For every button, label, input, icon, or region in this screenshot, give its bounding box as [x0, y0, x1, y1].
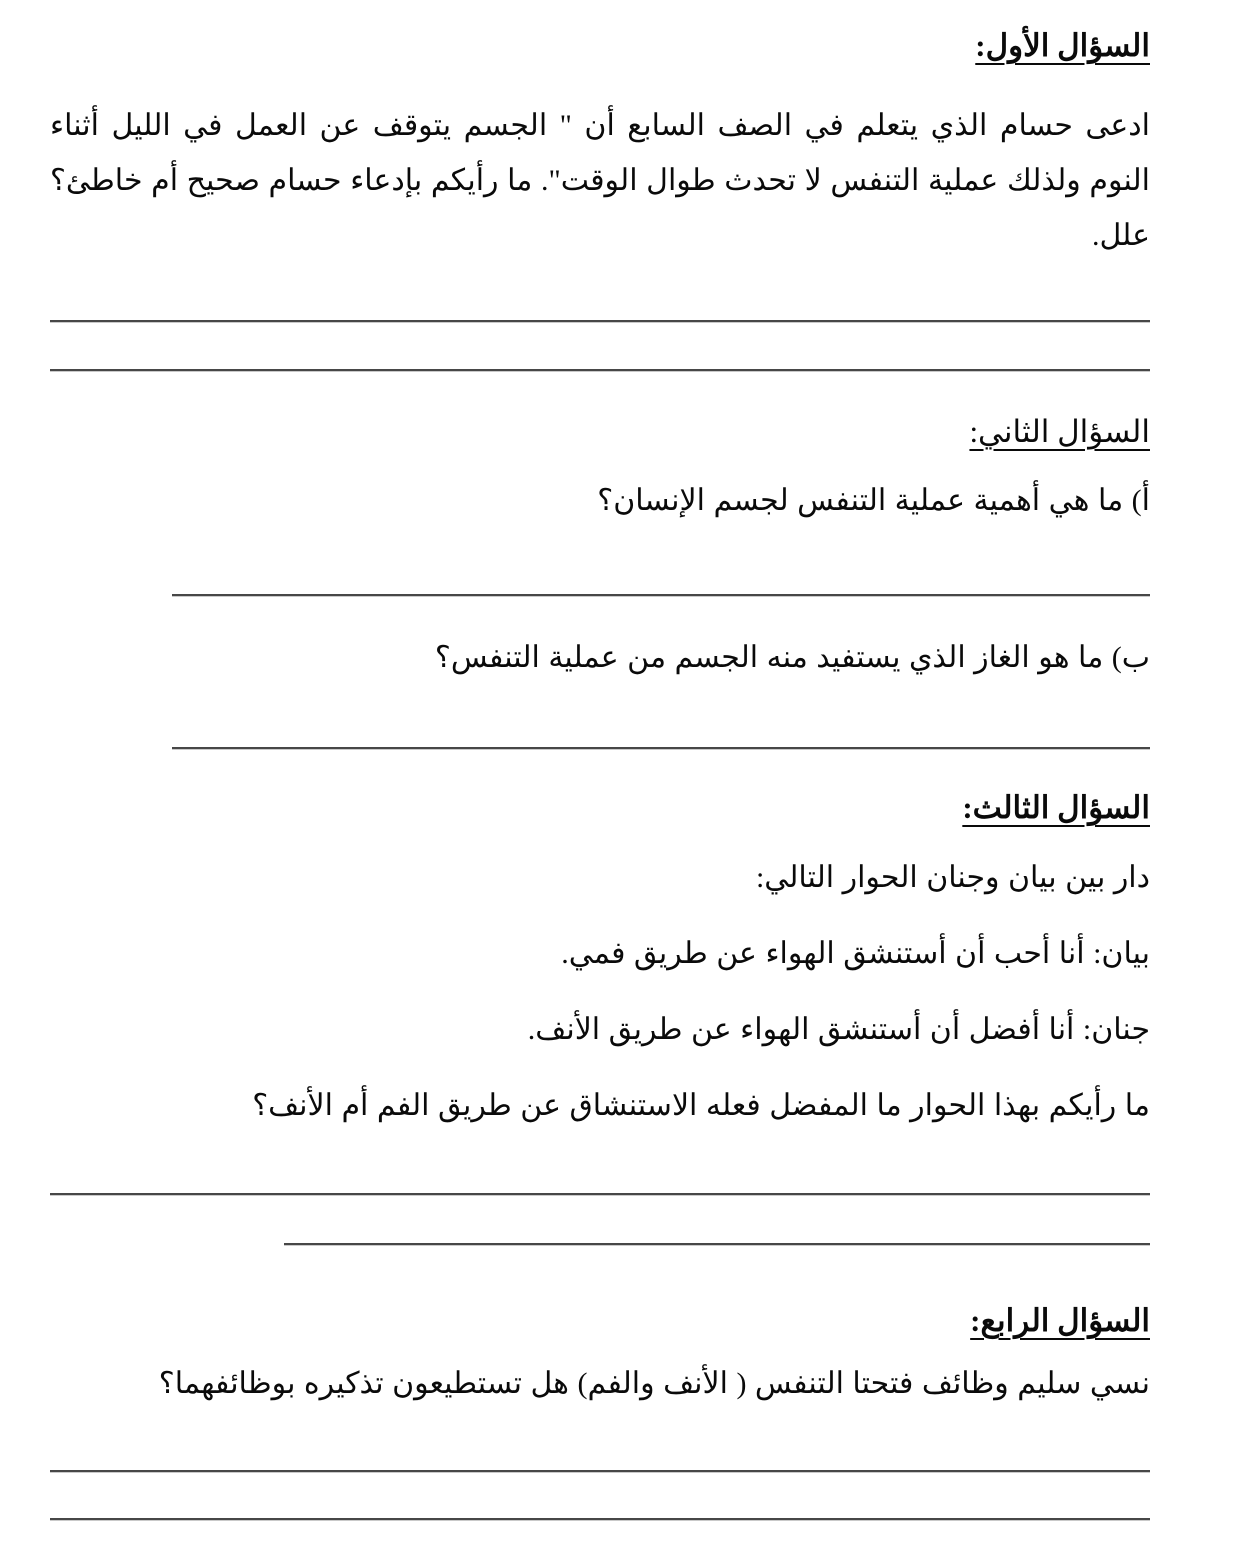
- dialog-line-jinan: جنان: أنا أفضل أن أستنشق الهواء عن طريق الأنف.: [527, 1013, 1150, 1046]
- question-4-heading: [50, 1299, 1150, 1343]
- question-2-part-b: ب) ما هو الغاز الذي يستفيد منه الجسم من عملية التنفس؟: [434, 641, 1150, 674]
- answer-line: [50, 1193, 1150, 1196]
- question-1-heading: [50, 24, 1150, 68]
- question-3-intro: دار بين بيان وجنان الحوار التالي:: [755, 861, 1150, 894]
- question-3-text: ما رأيكم بهذا الحوار ما المفضل فعله الاستنشاق عن طريق الفم أم الأنف؟: [252, 1089, 1150, 1122]
- answer-line: [172, 594, 1150, 597]
- answer-line: [50, 1518, 1150, 1521]
- question-2-heading-text: السؤال الثاني:: [969, 414, 1150, 449]
- answer-line: [172, 747, 1150, 750]
- question-1-text: ادعى حسام الذي يتعلم في الصف السابع أن " الجسم يتوقف عن العمل في الليل أثناء النوم ولذلك عملية التنفس لا تحدث طوال الوقت". ما رأيكم بإدعاء حسام صحيح أم خاطئ؟ علل.: [50, 109, 1150, 252]
- question-4-heading-text: السؤال الرابع:: [970, 1303, 1150, 1338]
- question-1-heading-text: السؤال الأول:: [975, 28, 1150, 63]
- answer-line: [50, 369, 1150, 372]
- answer-line: [284, 1243, 1150, 1246]
- question-2-part-a: أ) ما هي أهمية عملية التنفس لجسم الإنسان؟: [597, 484, 1150, 517]
- question-2-heading: [50, 410, 1150, 454]
- dialog-line-bayan: بيان: أنا أحب أن أستنشق الهواء عن طريق فمي.: [561, 937, 1150, 970]
- question-3-heading: [50, 786, 1150, 830]
- question-3-heading-text: السؤال الثالث:: [962, 790, 1150, 825]
- answer-line: [50, 1470, 1150, 1473]
- question-4-text: نسي سليم وظائف فتحتا التنفس ( الأنف والفم) هل تستطيعون تذكيره بوظائفهما؟: [158, 1367, 1150, 1400]
- answer-line: [50, 320, 1150, 323]
